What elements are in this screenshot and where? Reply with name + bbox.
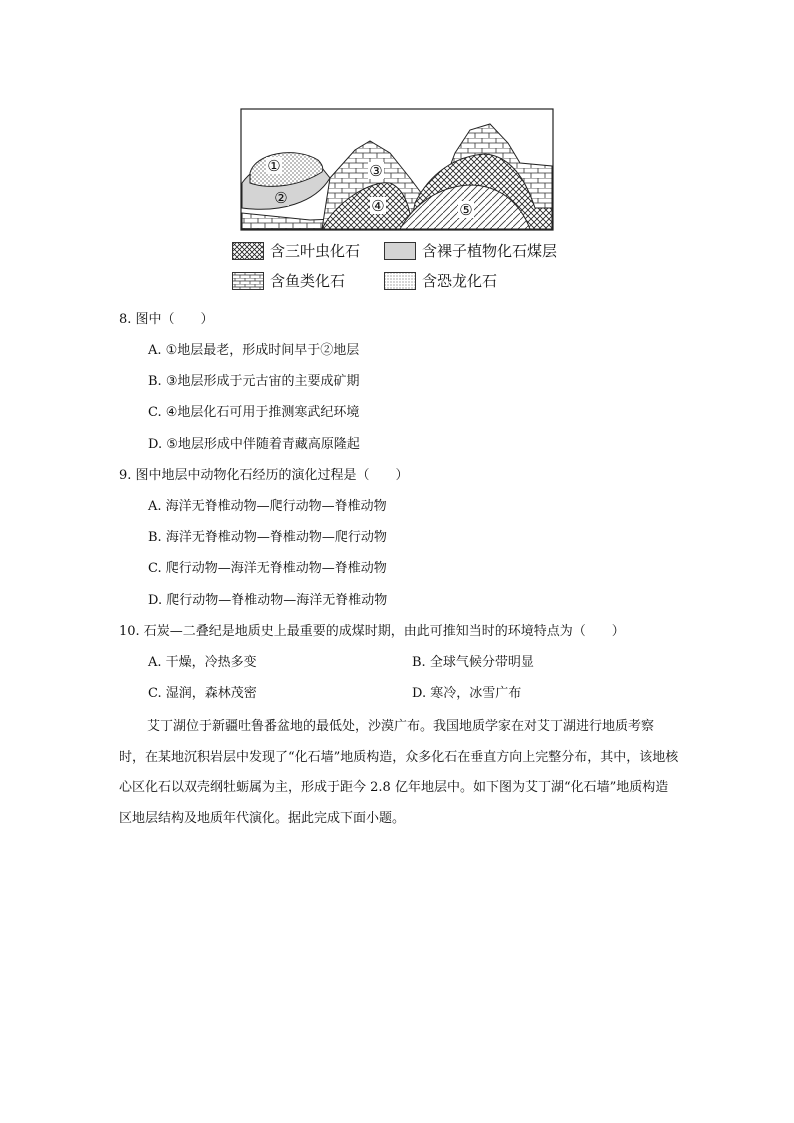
legend-item-gymnosperm-coal [384, 240, 557, 261]
gray-fill-pattern-icon [384, 242, 416, 260]
question-8-option-c: C. ④地层化石可用于推测寒武纪环境 [148, 405, 360, 420]
legend-item-trilobite [232, 240, 360, 261]
question-9-option-b: B. 海洋无脊椎动物—脊椎动物—爬行动物 [148, 530, 387, 545]
crosshatch-pattern-icon [232, 242, 264, 260]
question-8-stem: 8. 图中（ ） [119, 312, 214, 327]
question-10-option-a: A. 干燥，冷热多变 [148, 655, 257, 670]
figure-legend [232, 238, 572, 294]
strata-diagram [240, 108, 554, 232]
question-9-stem: 9. 图中地层中动物化石经历的演化过程是（ ） [119, 468, 409, 483]
label-stratum-5: ⑤ [459, 201, 473, 219]
label-stratum-3: ③ [369, 162, 383, 180]
reading-passage [119, 712, 679, 834]
label-stratum-2: ② [274, 189, 288, 207]
dot-pattern-icon [384, 272, 416, 290]
question-10-option-d: D. 寒冷，冰雪广布 [412, 686, 522, 701]
legend-label: 含鱼类化石 [270, 272, 346, 290]
legend-label: 含恐龙化石 [422, 272, 498, 290]
label-stratum-1: ① [267, 157, 281, 175]
legend-item-dinosaur [384, 270, 497, 291]
brick-pattern-icon [232, 272, 264, 290]
question-9-option-c: C. 爬行动物—海洋无脊椎动物—脊椎动物 [148, 561, 387, 576]
question-9-option-d: D. 爬行动物—脊椎动物—海洋无脊椎动物 [148, 593, 388, 608]
legend-label: 含三叶虫化石 [270, 242, 361, 260]
legend-item-fish [232, 270, 345, 291]
passage-text: 艾丁湖位于新疆吐鲁番盆地的最低处，沙漠广布。我国地质学家在对艾丁湖进行地质考察时，在某地沉积岩层中发现了“化石墙”地质构造，众多化石在垂直方向上完整分布，其中，该地核心区化石以双壳纲牡蛎属为主，形成于距今 2.8 亿年地层中。如下图为艾丁湖“化石墙”地质构造区地层结构及地质年代演化。据此完成下面小题。 [119, 719, 679, 826]
question-10-option-c: C. 湿润，森林茂密 [148, 686, 257, 701]
strata-figure [240, 108, 554, 236]
question-10-option-b: B. 全球气候分带明显 [412, 655, 534, 670]
question-10-stem: 10. 石炭—二叠纪是地质史上最重要的成煤时期，由此可推知当时的环境特点为（ ） [119, 624, 625, 639]
question-8-option-d: D. ⑤地层形成中伴随着青藏高原隆起 [148, 437, 360, 452]
legend-label: 含裸子植物化石煤层 [422, 242, 558, 260]
question-8-option-a: A. ①地层最老，形成时间早于②地层 [148, 343, 360, 358]
label-stratum-4: ④ [371, 197, 385, 215]
question-9-option-a: A. 海洋无脊椎动物—爬行动物—脊椎动物 [148, 499, 387, 514]
question-8-option-b: B. ③地层形成于元古宙的主要成矿期 [148, 374, 360, 389]
